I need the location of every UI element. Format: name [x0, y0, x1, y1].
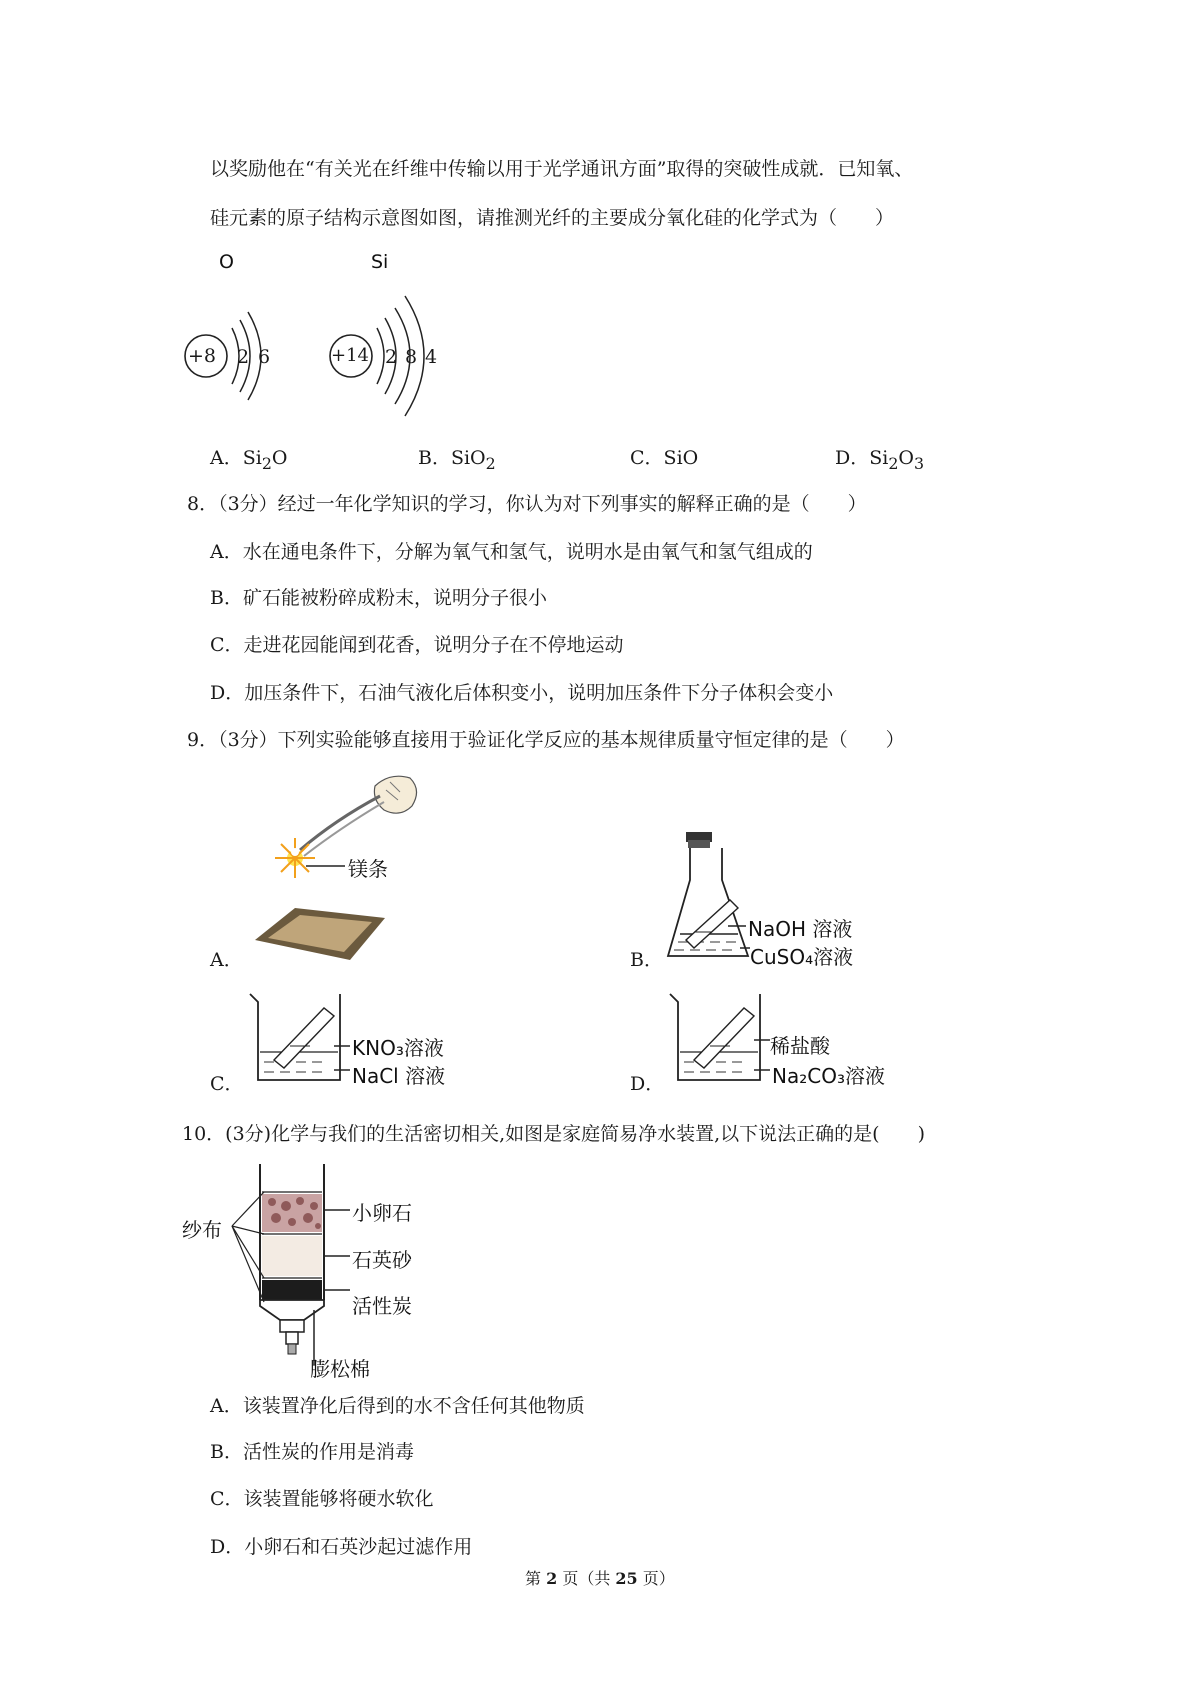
atom-o-shell-2: 6: [258, 346, 271, 368]
intro-line-1: 以奖励他在“有关光在纤维中传输以用于光学通讯方面”取得的突破性成就．已知氧、: [210, 158, 914, 180]
q9-option-d: D．: [630, 1073, 665, 1095]
q8-option-d: D．加压条件下，石油气液化后体积变小，说明加压条件下分子体积会变小: [210, 682, 834, 704]
q10-option-d: D．小卵石和石英沙起过滤作用: [210, 1536, 473, 1558]
q9-option-b: B．: [630, 949, 663, 971]
label-cotton: 膨松棉: [310, 1357, 370, 1381]
atom-si-shell-1: 2: [385, 346, 398, 368]
atom-si-shell-2: 8: [405, 346, 418, 368]
atom-o-shell-1: 2: [237, 346, 250, 368]
magnesium-burning-illustration: [240, 770, 420, 970]
q8-option-b: B．矿石能被粉碎成粉末，说明分子很小: [210, 587, 547, 609]
label-na2co3-solution: Na₂CO₃溶液: [772, 1064, 885, 1088]
q8-option-a: A．水在通电条件下，分解为氧气和氢气，说明水是由氧气和氢气组成的: [210, 541, 813, 563]
atom-o-nucleus: +8: [188, 345, 217, 367]
q9-stem: 9．（3分）下列实验能够直接用于验证化学反应的基本规律质量守恒定律的是（ ）: [187, 729, 905, 751]
atom-si-nucleus: +14: [331, 345, 369, 366]
intro-line-2: 硅元素的原子结构示意图如图，请推测光纤的主要成分氧化硅的化学式为（ ）: [210, 207, 895, 229]
q8-option-c: C．走进花园能闻到花香，说明分子在不停地运动: [210, 634, 624, 656]
current-page-number: 2: [546, 1569, 558, 1588]
q10-option-a: A．该装置净化后得到的水不含任何其他物质: [210, 1395, 585, 1417]
q9-option-c: C．: [210, 1073, 244, 1095]
page-footer: 第 2 页（共 25 页）: [525, 1569, 675, 1588]
label-naoh-solution: NaOH 溶液: [748, 917, 853, 941]
label-kno3-solution: KNO₃溶液: [352, 1036, 444, 1060]
q10-option-c: C．该装置能够将硬水软化: [210, 1488, 434, 1510]
q10-stem: 10．(3分)化学与我们的生活密切相关,如图是家庭简易净水装置,以下说法正确的是( ): [182, 1123, 925, 1145]
label-pebble: 小卵石: [352, 1201, 412, 1225]
label-nacl-solution: NaCl 溶液: [352, 1064, 446, 1088]
label-activated-carbon: 活性炭: [352, 1294, 412, 1318]
atom-si-symbol: Si: [371, 251, 389, 273]
q10-option-b: B．活性炭的作用是消毒: [210, 1441, 414, 1463]
q7-option-b: B．SiO$_2$: [418, 447, 496, 473]
atom-si-shell-3: 4: [425, 346, 438, 368]
label-magnesium: 镁条: [348, 857, 388, 881]
label-gauze: 纱布: [182, 1218, 222, 1242]
total-page-number: 25: [615, 1569, 638, 1588]
label-quartz-sand: 石英砂: [352, 1248, 412, 1272]
q7-option-a: A．$Si_2O$: [210, 447, 288, 473]
atom-o-symbol: O: [219, 251, 234, 273]
q7-option-c: C．SiO: [630, 447, 699, 469]
q8-stem: 8．（3分）经过一年化学知识的学习，你认为对下列事实的解释正确的是（ ）: [187, 493, 867, 515]
beaker-kno3-nacl-illustration: [250, 990, 360, 1090]
q9-option-a: A．: [210, 949, 243, 971]
beaker-hcl-na2co3-illustration: [670, 990, 780, 1090]
q7-option-d: D．$Si_2O_3$: [835, 447, 925, 473]
label-hydrochloric-acid: 稀盐酸: [770, 1034, 830, 1058]
label-cuso4-solution: CuSO₄溶液: [750, 945, 854, 969]
